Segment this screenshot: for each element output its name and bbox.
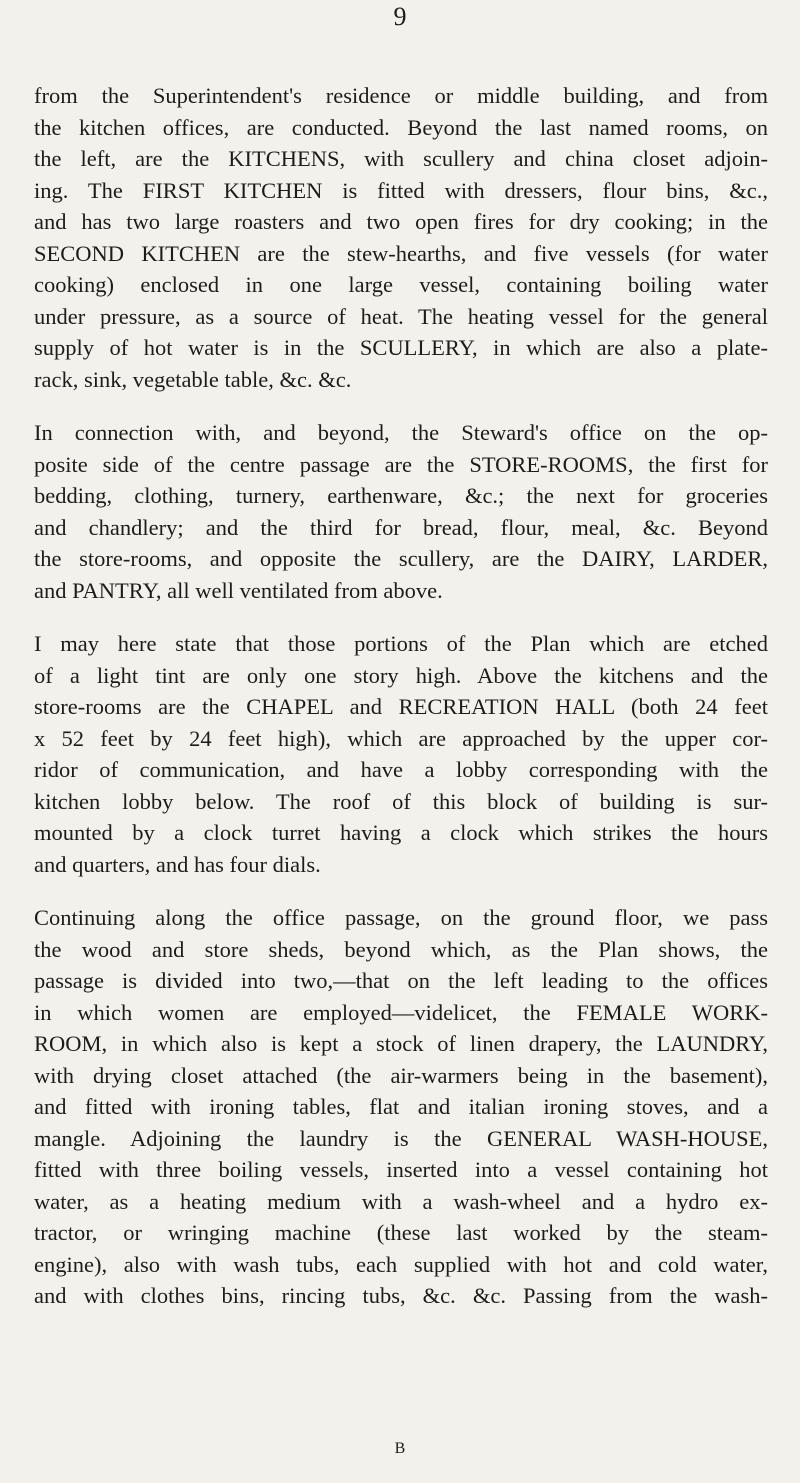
text-line: the left, are the KITCHENS, with scullery and china closet adjoin- [34, 146, 768, 171]
text-line: ridor of communication, and have a lobby corresponding with the [34, 757, 768, 782]
text-line: rack, sink, vegetable table, &c. &c. [34, 366, 352, 392]
text-line: and chandlery; and the third for bread, flour, meal, &c. Beyond [34, 514, 768, 540]
text-line: water, as a heating medium with a wash-wheel and a hydro ex- [34, 1188, 768, 1214]
text-line: kitchen lobby below. The roof of this block of building is sur- [34, 788, 768, 814]
text-line: and with clothes bins, rincing tubs, &c. &c. Passing from the wash- [34, 1283, 768, 1308]
paragraph-kitchens [34, 80, 768, 395]
text-line: under pressure, as a source of heat. The heating vessel for the general [34, 303, 768, 329]
paragraph-chapel [34, 628, 768, 880]
text-line: from the Superintendent's residence or middle building, and from [34, 83, 768, 108]
text-line: and PANTRY, all well ventilated from above. [34, 577, 443, 603]
text-line: ROOM, in which also is kept a stock of linen drapery, the LAUNDRY, [34, 1031, 768, 1056]
page-number: 9 [393, 2, 407, 31]
text-line: cooking) enclosed in one large vessel, containing boiling water [34, 272, 768, 297]
text-line: in which women are employed—videlicet, the FEMALE WORK- [34, 999, 768, 1025]
text-line: and quarters, and has four dials. [34, 851, 321, 877]
text-line: fitted with three boiling vessels, inserted into a vessel containing hot [34, 1157, 768, 1182]
text-line: In connection with, and beyond, the Steward's office on the op- [34, 420, 768, 445]
text-line: the kitchen offices, are conducted. Beyond the last named rooms, on [34, 114, 768, 140]
paragraph-laundry [34, 902, 768, 1312]
text-line: x 52 feet by 24 feet high), which are approached by the upper cor- [34, 725, 768, 751]
body-text [34, 80, 768, 1334]
text-line: bedding, clothing, turnery, earthenware, &c.; the next for groceries [34, 483, 768, 508]
text-line: mangle. Adjoining the laundry is the GENERAL WASH-HOUSE, [34, 1125, 768, 1151]
text-line: tractor, or wringing machine (these last worked by the steam- [34, 1220, 768, 1245]
text-line: store-rooms are the CHAPEL and RECREATION HALL (both 24 feet [34, 694, 768, 719]
signature-mark: B [394, 1440, 406, 1457]
text-line: SECOND KITCHEN are the stew-hearths, and five vessels (for water [34, 240, 768, 266]
text-line: mounted by a clock turret having a clock which strikes the hours [34, 820, 768, 845]
text-line: engine), also with wash tubs, each supplied with hot and cold water, [34, 1251, 768, 1277]
text-line: passage is divided into two,—that on the left leading to the offices [34, 968, 768, 993]
text-line: and has two large roasters and two open fires for dry cooking; in the [34, 209, 768, 234]
text-line: I may here state that those portions of the Plan which are etched [34, 631, 768, 656]
text-line: ing. The FIRST KITCHEN is fitted with dressers, flour bins, &c., [34, 177, 768, 203]
text-line: of a light tint are only one story high. Above the kitchens and the [34, 662, 768, 688]
text-line: posite side of the centre passage are the STORE-ROOMS, the first for [34, 451, 768, 477]
text-line: Continuing along the office passage, on the ground floor, we pass [34, 905, 768, 930]
paragraph-store-rooms [34, 417, 768, 606]
text-line: the wood and store sheds, beyond which, as the Plan shows, the [34, 936, 768, 962]
text-line: with drying closet attached (the air-warmers being in the basement), [34, 1062, 768, 1088]
text-line: supply of hot water is in the SCULLERY, in which are also a plate- [34, 335, 768, 360]
text-line: the store-rooms, and opposite the scullery, are the DAIRY, LARDER, [34, 546, 768, 571]
text-line: and fitted with ironing tables, flat and italian ironing stoves, and a [34, 1094, 768, 1119]
